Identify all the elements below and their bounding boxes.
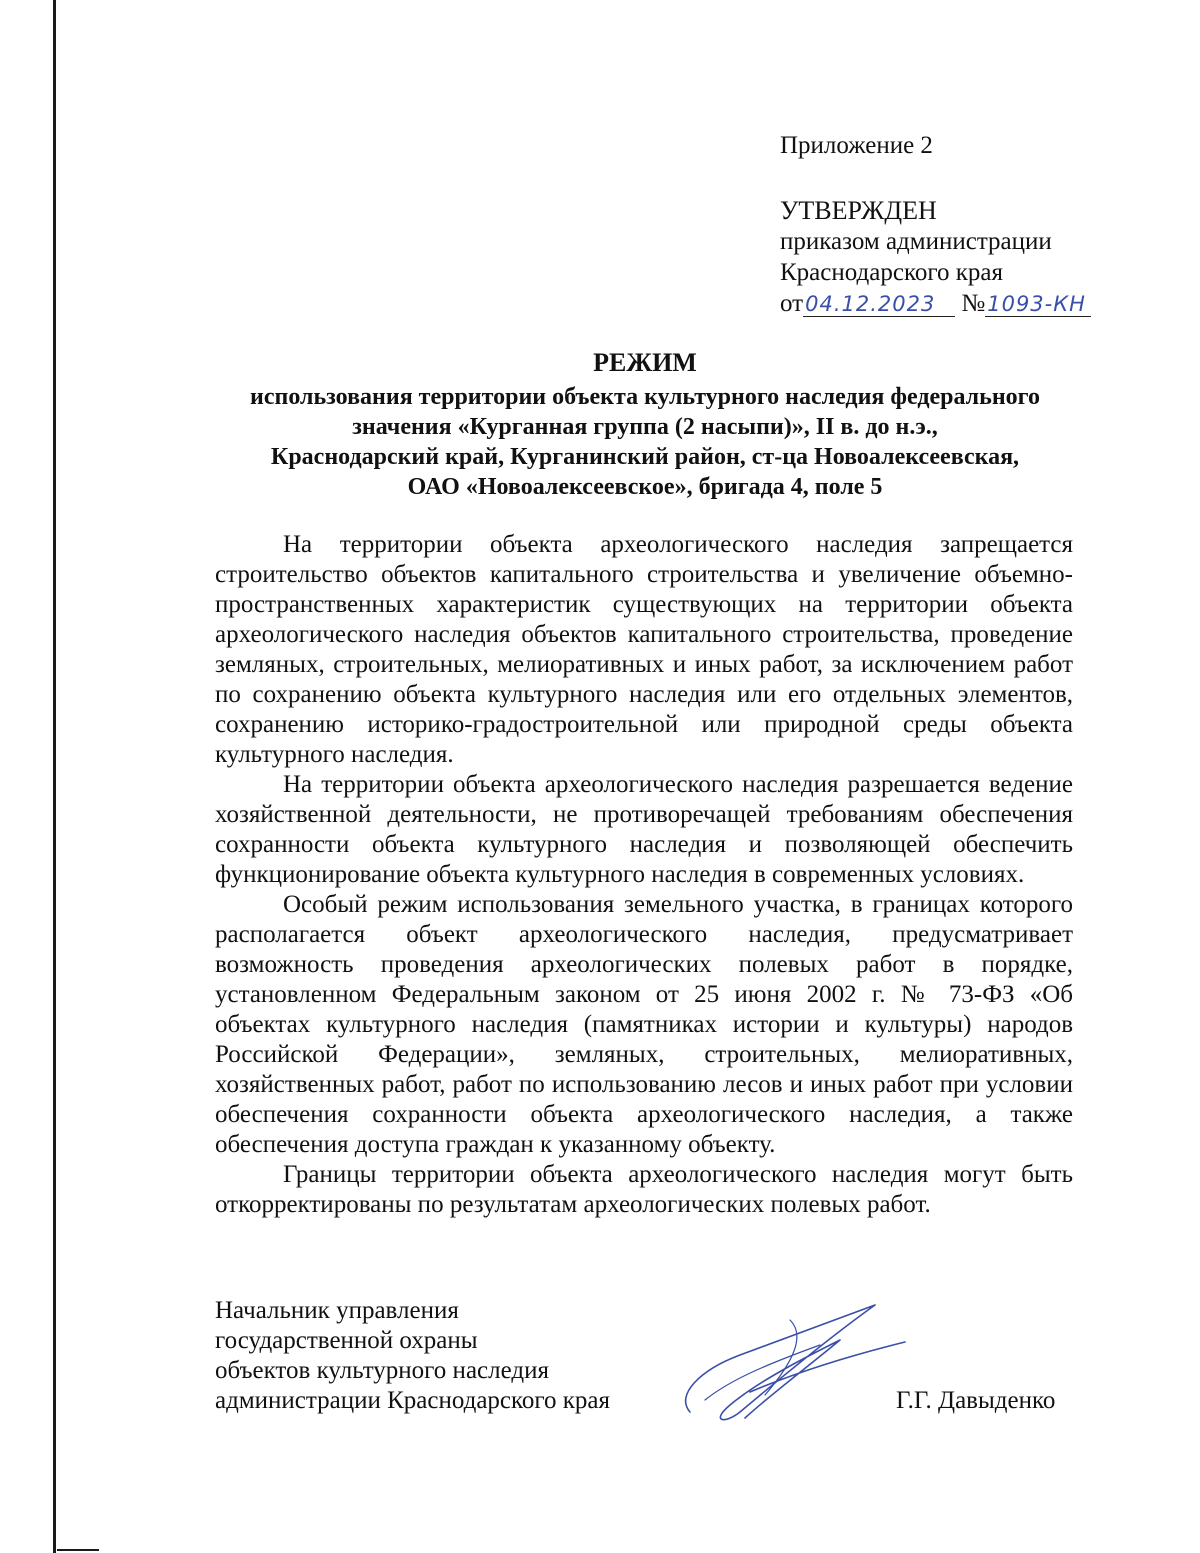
signatory-position <box>215 1296 610 1416</box>
title-line-3: Краснодарский край, Курганинский район, ст-ца Новоалексеевская, <box>270 444 1020 470</box>
signatory-line-1: Начальник управления <box>215 1297 459 1324</box>
scan-border-left <box>53 0 56 1553</box>
date-prefix: от <box>780 290 804 317</box>
title-line-2: значения «Курганная группа (2 насыпи)», II в. до н.э., <box>352 414 938 440</box>
signatory-line-4: администрации Краснодарского края <box>215 1387 611 1414</box>
signatory-line-2: государственной охраны <box>215 1327 478 1354</box>
scan-border-mark <box>57 1549 99 1551</box>
approved-label: УТВЕРЖДЕН <box>780 196 937 225</box>
approval-block <box>780 130 1160 319</box>
paragraph-special-regime: Особый режим использования земельного участка, в границах которого располагается объект археологического наследия, предусматривает возможность проведения археологических полевых работ в порядке, установленном Федеральным законом от 25 июня 2002 г. № 73-ФЗ «Об объектах культурного наследия (памятниках истории и культуры) народов Российской Федерации», земляных, строительных, мелиоративных, хозяйственных работ, работ по использованию лесов и иных работ при условии обеспечения сохранности объекта археологического наследия, а также обеспечения доступа граждан к указанному объекту. <box>215 891 1073 1158</box>
order-line-1: приказом администрации <box>780 228 1052 255</box>
signatory-name: Г.Г. Давыденко <box>896 1387 1056 1414</box>
document-body <box>215 530 1073 1220</box>
number-prefix: № <box>961 290 986 317</box>
handwritten-date: 04.12.2023 <box>803 292 955 317</box>
paragraph-prohibitions: На территории объекта археологического наследия запрещается строительство объектов капитального строительства и увеличение объемно-пространственных характеристик существующих на территории объекта археологического наследия объектов капитального строительства, проведение земляных, строительных, мелиоративных и иных работ, за исключением работ по сохранению объекта культурного наследия или его отдельных элементов, сохранению историко-градостроительной или природной среды объекта культурного наследия. <box>215 531 1073 768</box>
paragraph-permissions: На территории объекта археологического наследия разрешается ведение хозяйственной деятельности, не противоречащей требованиям обеспечения сохранности объекта культурного наследия и позволяющей обеспечить функционирование объекта культурного наследия в современных условиях. <box>215 771 1073 888</box>
document-title <box>215 348 1075 502</box>
title-main: РЕЖИМ <box>593 348 697 377</box>
handwritten-number: 1093-КН <box>985 292 1091 317</box>
signatory-line-3: объектов культурного наследия <box>215 1357 549 1384</box>
appendix-label: Приложение 2 <box>780 132 933 159</box>
title-line-4: ОАО «Новоалексеевское», бригада 4, поле 5 <box>407 474 883 500</box>
handwritten-signature <box>670 1300 910 1430</box>
paragraph-boundaries: Границы территории объекта археологического наследия могут быть откорректированы по результатам археологических полевых работ. <box>215 1161 1073 1218</box>
title-line-1: использования территории объекта культурного наследия федерального <box>250 384 1040 410</box>
order-line-2: Краснодарского края <box>780 259 1003 286</box>
order-date-number-line <box>780 288 1160 319</box>
